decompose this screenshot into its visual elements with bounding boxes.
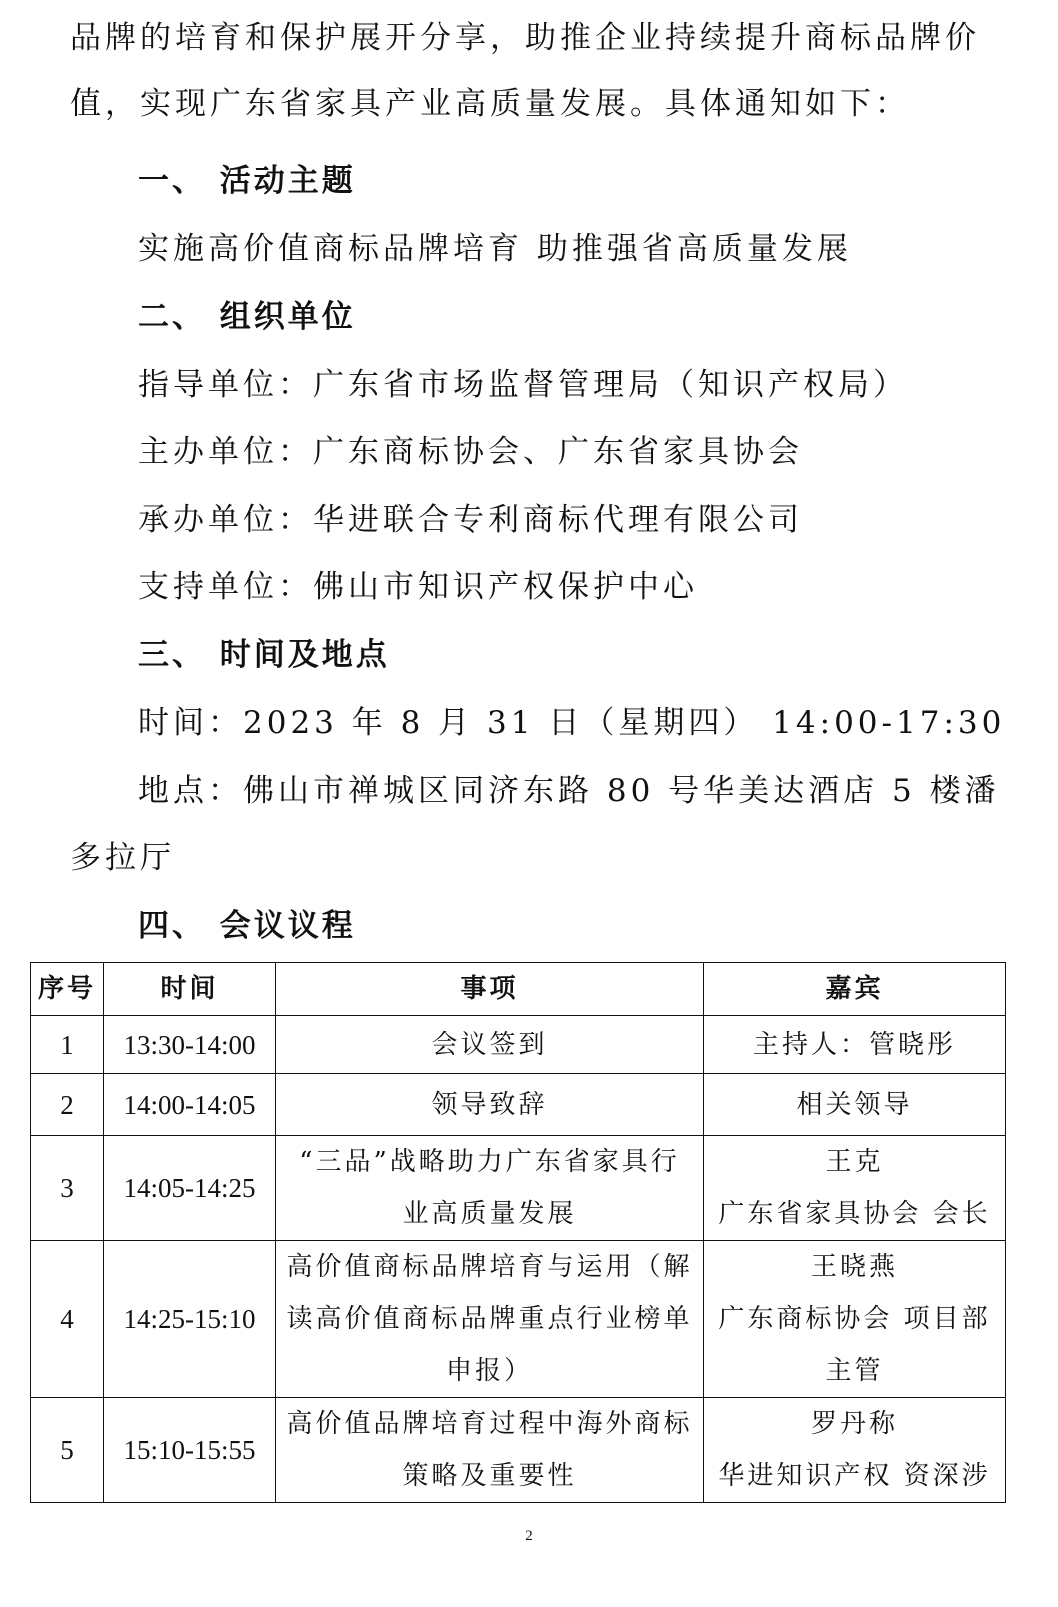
item-line: 业高质量发展: [402, 1199, 577, 1229]
support-unit: 支持单位：佛山市知识产权保护中心: [138, 569, 698, 605]
item-line: 会议签到: [431, 1029, 548, 1060]
row-time: 14:00-14:05: [104, 1074, 276, 1136]
host-unit: 主办单位：广东商标协会、广东省家具协会: [138, 434, 803, 470]
column-header-item: 事项: [276, 963, 704, 1016]
guest-line: 华进知识产权 资深涉: [718, 1461, 991, 1491]
row-number: 1: [31, 1016, 104, 1074]
guest-line: 广东省家具协会 会长: [718, 1199, 991, 1229]
event-place-line-1: 地点：佛山市禅城区同济东路 80 号华美达酒店 5 楼潘: [138, 773, 1000, 809]
guest-line: 王克: [825, 1147, 884, 1177]
row-guest: [704, 1074, 1006, 1136]
row-item: [276, 1136, 704, 1241]
row-time: 15:10-15:55: [104, 1398, 276, 1503]
section-1-body: 实施高价值商标品牌培育 助推强省高质量发展: [138, 231, 852, 267]
section-4-heading: 四、 会议议程: [138, 908, 356, 944]
table-row: [31, 1398, 1006, 1503]
event-time: 时间：2023 年 8 月 31 日（星期四） 14:00-17:30: [138, 705, 1006, 741]
row-number: 2: [31, 1074, 104, 1136]
guiding-unit: 指导单位：广东省市场监督管理局（知识产权局）: [138, 367, 908, 403]
row-number: 4: [31, 1241, 104, 1398]
event-place-line-2: 多拉厅: [70, 840, 175, 876]
item-line: “三品”战略助力广东省家具行: [299, 1147, 680, 1177]
item-line: 领导致辞: [431, 1089, 548, 1120]
agenda-table: [30, 962, 1006, 1503]
row-item: [276, 1016, 704, 1074]
section-1-heading: 一、 活动主题: [138, 163, 356, 199]
row-item: [276, 1241, 704, 1398]
row-number: 5: [31, 1398, 104, 1503]
item-line: 高价值品牌培育过程中海外商标: [286, 1409, 693, 1439]
column-header-guest: 嘉宾: [704, 963, 1006, 1016]
table-row: [31, 1016, 1006, 1074]
row-time: 14:25-15:10: [104, 1241, 276, 1398]
row-item: [276, 1398, 704, 1503]
guest-line: 主持人：管晓彤: [752, 1029, 956, 1060]
table-header-row: [31, 963, 1006, 1016]
item-line: 策略及重要性: [402, 1461, 577, 1491]
section-2-heading: 二、 组织单位: [138, 299, 356, 335]
row-item: [276, 1074, 704, 1136]
row-time: 13:30-14:00: [104, 1016, 276, 1074]
intro-line-1: 品牌的培育和保护展开分享，助推企业持续提升商标品牌价: [70, 20, 980, 56]
row-guest: [704, 1398, 1006, 1503]
organizer-unit: 承办单位：华进联合专利商标代理有限公司: [138, 502, 803, 538]
table-row: [31, 1074, 1006, 1136]
row-guest: [704, 1241, 1006, 1398]
intro-line-2: 值，实现广东省家具产业高质量发展。具体通知如下：: [70, 86, 910, 122]
item-line: 申报）: [445, 1356, 533, 1386]
row-guest: [704, 1016, 1006, 1074]
row-number: 3: [31, 1136, 104, 1241]
item-line: 读高价值商标品牌重点行业榜单: [286, 1304, 693, 1334]
row-time: 14:05-14:25: [104, 1136, 276, 1241]
guest-line: 主管: [825, 1356, 884, 1386]
page-number: 2: [525, 1528, 533, 1544]
guest-line: 广东商标协会 项目部: [718, 1304, 991, 1334]
table-row: [31, 1136, 1006, 1241]
column-header-time: 时间: [104, 963, 276, 1016]
table-row: [31, 1241, 1006, 1398]
guest-line: 王晓燕: [810, 1252, 898, 1282]
guest-line: 罗丹称: [810, 1409, 898, 1439]
item-line: 高价值商标品牌培育与运用（解: [286, 1252, 693, 1282]
guest-line: 相关领导: [796, 1089, 913, 1120]
column-header-number: 序号: [31, 963, 104, 1016]
section-3-heading: 三、 时间及地点: [138, 637, 390, 673]
row-guest: [704, 1136, 1006, 1241]
